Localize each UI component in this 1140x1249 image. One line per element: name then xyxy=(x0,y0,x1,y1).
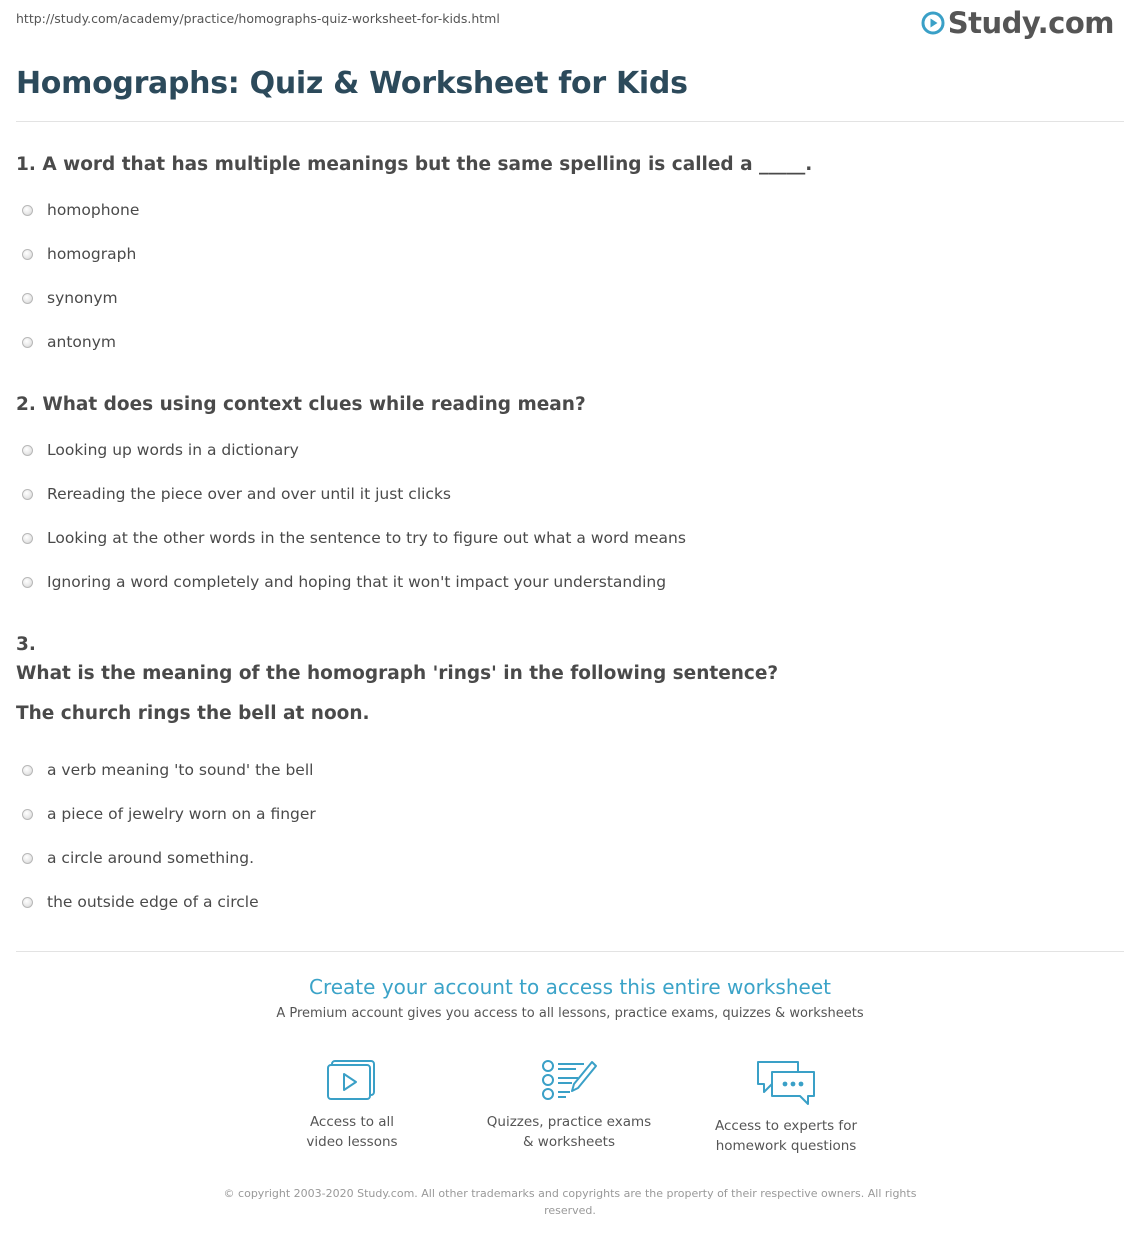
answer-label: antonym xyxy=(47,333,116,351)
radio-button[interactable] xyxy=(22,897,33,908)
answer-option[interactable] xyxy=(22,893,259,911)
radio-button[interactable] xyxy=(22,337,33,348)
radio-button[interactable] xyxy=(22,577,33,588)
quiz-checklist-icon xyxy=(540,1058,598,1102)
answer-label: the outside edge of a circle xyxy=(47,893,259,911)
radio-button[interactable] xyxy=(22,293,33,304)
radio-button[interactable] xyxy=(22,489,33,500)
answer-option[interactable] xyxy=(22,805,316,823)
feature-experts xyxy=(676,1058,896,1156)
radio-button[interactable] xyxy=(22,205,33,216)
divider xyxy=(16,121,1124,122)
page-url: http://study.com/academy/practice/homographs-quiz-worksheet-for-kids.html xyxy=(16,11,500,26)
logo-text: Study.com xyxy=(947,6,1114,40)
feature-label: Quizzes, practice exams & worksheets xyxy=(486,1114,652,1150)
answer-label: homophone xyxy=(47,201,140,219)
answer-option[interactable] xyxy=(22,201,139,219)
answer-option[interactable] xyxy=(22,849,254,867)
divider xyxy=(16,951,1124,952)
answer-label: a verb meaning 'to sound' the bell xyxy=(47,761,314,779)
answer-option[interactable] xyxy=(22,245,136,263)
copyright-footer: © copyright 2003-2020 Study.com. All other trademarks and copyrights are the property of their respective owners. All rights reserved. xyxy=(223,1187,917,1217)
study-logo[interactable] xyxy=(921,6,1114,40)
answer-option[interactable] xyxy=(22,573,666,591)
answer-option[interactable] xyxy=(22,529,686,547)
radio-button[interactable] xyxy=(22,809,33,820)
answer-label: Looking up words in a dictionary xyxy=(47,441,299,459)
answer-label: Ignoring a word completely and hoping that it won't impact your understanding xyxy=(47,573,667,591)
answer-label: synonym xyxy=(47,289,118,307)
chat-bubbles-icon xyxy=(754,1058,818,1106)
radio-button[interactable] xyxy=(22,249,33,260)
create-account-link[interactable]: Create your account to access this entire worksheet xyxy=(309,975,831,999)
radio-button[interactable] xyxy=(22,853,33,864)
answer-label: a piece of jewelry worn on a finger xyxy=(47,805,316,823)
question-2-title: 2. What does using context clues while reading mean? xyxy=(16,394,586,415)
answer-label: Rereading the piece over and over until it just clicks xyxy=(47,485,452,503)
question-3-number: 3. xyxy=(16,634,36,655)
answer-label: a circle around something. xyxy=(47,849,254,867)
page-title: Homographs: Quiz & Worksheet for Kids xyxy=(16,66,688,101)
feature-label: Access to all video lessons xyxy=(306,1114,398,1150)
video-lessons-icon xyxy=(326,1058,378,1102)
question-1-title: 1. A word that has multiple meanings but the same spelling is called a _____. xyxy=(16,154,813,175)
radio-button[interactable] xyxy=(22,445,33,456)
answer-label: homograph xyxy=(47,245,137,263)
answer-option[interactable] xyxy=(22,761,313,779)
answer-option[interactable] xyxy=(22,485,451,503)
answer-label: Looking at the other words in the sentence to try to figure out what a word means xyxy=(47,529,686,547)
feature-video-lessons xyxy=(242,1058,462,1152)
answer-option[interactable] xyxy=(22,441,299,459)
feature-quizzes xyxy=(459,1058,679,1152)
answer-option[interactable] xyxy=(22,333,116,351)
feature-label: Access to experts for homework questions xyxy=(714,1118,857,1154)
radio-button[interactable] xyxy=(22,533,33,544)
question-3-sentence: The church rings the bell at noon. xyxy=(16,703,370,724)
premium-description: A Premium account gives you access to all lessons, practice exams, quizzes & worksheets xyxy=(276,1006,864,1021)
answer-option[interactable] xyxy=(22,289,118,307)
play-circle-icon xyxy=(921,11,945,35)
radio-button[interactable] xyxy=(22,765,33,776)
question-3-title: What is the meaning of the homograph 'rings' in the following sentence? xyxy=(16,663,779,684)
